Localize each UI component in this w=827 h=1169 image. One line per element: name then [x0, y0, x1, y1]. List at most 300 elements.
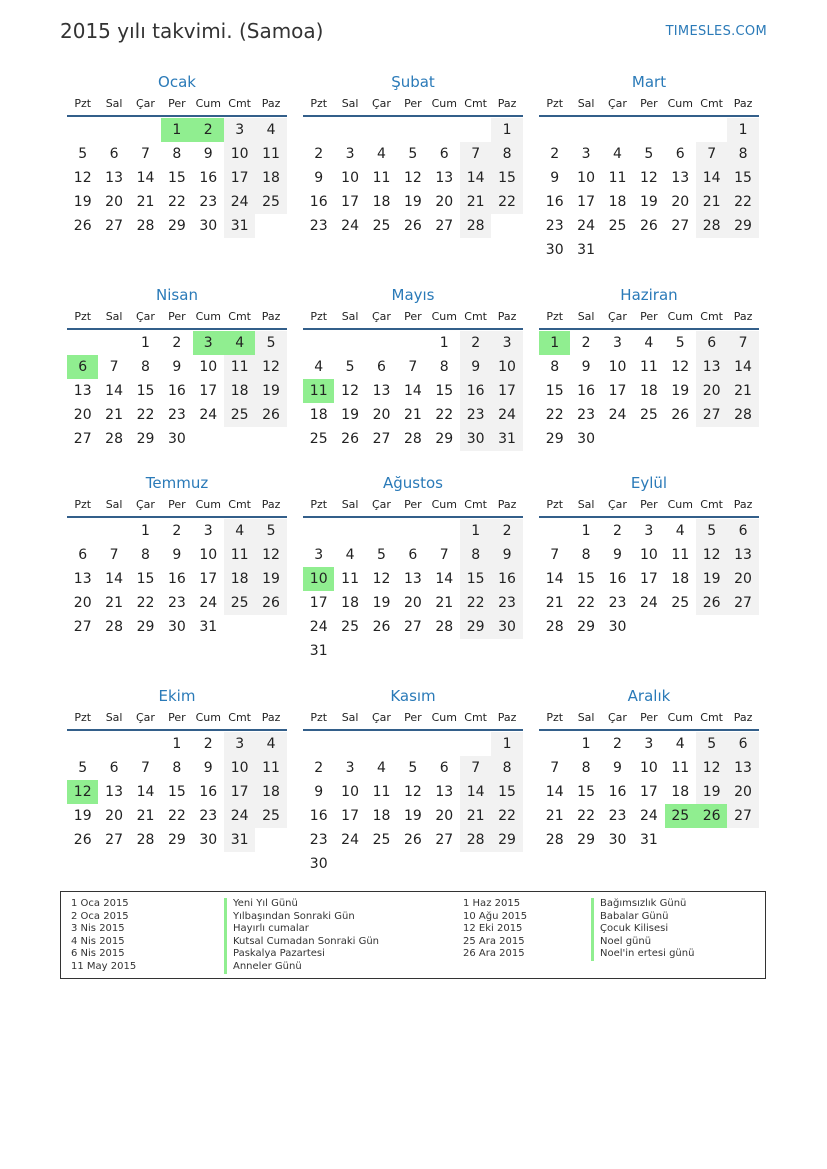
day-cell: 16 [167, 383, 186, 399]
weekday-header: Per [640, 310, 658, 323]
day-cell: 23 [545, 218, 564, 234]
weekday-header: Paz [497, 711, 517, 724]
day-cell: 30 [608, 619, 627, 635]
weekday-header: Paz [733, 97, 753, 110]
day-cell: 14 [403, 383, 422, 399]
day-cell: 4 [255, 732, 286, 756]
month-name: Temmuz [145, 474, 209, 492]
day-cell: 28 [727, 403, 758, 427]
day-cell: 21 [403, 407, 422, 423]
month-name: Eylül [630, 474, 668, 492]
day-cell: 17 [341, 808, 359, 824]
day-cell: 16 [577, 383, 595, 399]
day-cell: 13 [727, 756, 758, 780]
day-cell: 17 [309, 595, 328, 611]
holiday-day-cell: 25 [665, 804, 696, 828]
day-cell: 10 [224, 756, 255, 780]
day-cell: 22 [545, 407, 564, 423]
day-cell: 18 [608, 194, 627, 210]
weekday-header: Çar [608, 498, 627, 511]
day-cell: 2 [491, 519, 522, 543]
legend-holiday-name: Kutsal Cumadan Sonraki Gün [224, 936, 379, 949]
day-cell: 14 [460, 780, 491, 804]
day-cell: 15 [167, 784, 186, 800]
day-cell: 29 [577, 619, 595, 635]
day-cell: 31 [639, 832, 658, 848]
day-cell: 27 [73, 619, 92, 635]
day-cell: 25 [224, 403, 255, 427]
day-cell: 17 [491, 379, 522, 403]
day-cell: 6 [727, 732, 758, 756]
day-cell: 21 [136, 808, 155, 824]
day-cell: 3 [613, 335, 622, 351]
day-cell: 31 [491, 427, 522, 451]
day-grid [303, 731, 523, 876]
day-cell: 18 [309, 407, 328, 423]
empty-day-cell [303, 331, 334, 355]
day-cell: 4 [255, 118, 286, 142]
empty-day-cell [539, 732, 570, 756]
day-cell: 10 [577, 170, 595, 186]
day-cell: 31 [224, 828, 255, 852]
day-cell: 28 [696, 214, 727, 238]
day-cell: 12 [73, 170, 92, 186]
legend-dates-column-2 [463, 898, 527, 961]
day-cell: 9 [172, 359, 182, 375]
day-cell: 29 [167, 218, 186, 234]
day-cell: 16 [545, 194, 564, 210]
day-cell: 29 [435, 431, 454, 447]
day-cell: 5 [696, 519, 727, 543]
day-cell: 19 [696, 780, 727, 804]
weekday-header: Cmt [700, 711, 723, 724]
weekday-header: Sal [341, 711, 359, 724]
weekday-header: Paz [261, 498, 281, 511]
day-cell: 9 [613, 760, 622, 776]
day-grid [303, 518, 523, 663]
day-cell: 12 [341, 383, 359, 399]
weekday-header: Cum [431, 711, 457, 724]
weekday-header: Sal [341, 310, 359, 323]
day-cell: 29 [577, 832, 595, 848]
day-cell: 30 [309, 856, 328, 872]
day-cell: 23 [167, 595, 186, 611]
weekday-header: Cmt [228, 711, 251, 724]
day-cell: 2 [314, 146, 324, 162]
day-cell: 26 [403, 832, 422, 848]
day-cell: 8 [491, 756, 522, 780]
day-cell: 5 [696, 732, 727, 756]
day-cell: 20 [105, 194, 123, 210]
day-cell: 21 [136, 194, 155, 210]
weekday-header-row [67, 494, 287, 518]
day-cell: 28 [435, 619, 454, 635]
weekday-header: Cmt [700, 310, 723, 323]
day-cell: 2 [172, 523, 182, 539]
day-cell: 28 [105, 431, 123, 447]
weekday-header: Cmt [464, 498, 487, 511]
weekday-header-row [303, 306, 523, 330]
empty-day-cell [98, 519, 129, 543]
month-name: Mart [631, 73, 667, 91]
day-cell: 25 [608, 218, 627, 234]
day-cell: 19 [671, 383, 690, 399]
day-cell: 6 [439, 760, 449, 776]
day-cell: 9 [613, 547, 622, 563]
weekday-header-row [539, 707, 759, 731]
day-cell: 20 [435, 194, 454, 210]
day-cell: 17 [199, 383, 218, 399]
day-cell: 16 [199, 784, 218, 800]
day-cell: 4 [314, 359, 324, 375]
day-cell: 23 [309, 218, 328, 234]
day-cell: 4 [377, 760, 386, 776]
day-cell: 8 [460, 543, 491, 567]
month-name: Haziran [620, 286, 678, 304]
weekday-header: Cum [667, 97, 693, 110]
weekday-header: Sal [577, 498, 595, 511]
day-cell: 30 [199, 832, 218, 848]
weekday-header: Çar [136, 498, 155, 511]
day-cell: 14 [545, 784, 564, 800]
weekday-header: Per [640, 711, 658, 724]
day-cell: 24 [577, 218, 595, 234]
day-cell: 22 [491, 804, 522, 828]
weekday-header: Pzt [546, 310, 564, 323]
legend-date: 11 May 2015 [71, 960, 137, 972]
weekday-header: Çar [372, 97, 391, 110]
day-cell: 20 [727, 567, 758, 591]
day-cell: 21 [545, 808, 564, 824]
day-cell: 1 [491, 732, 522, 756]
day-cell: 1 [141, 335, 150, 351]
month-block [539, 71, 759, 262]
weekday-header: Paz [261, 310, 281, 323]
day-cell: 18 [224, 567, 255, 591]
day-cell: 9 [203, 146, 213, 162]
weekday-header: Pzt [310, 711, 328, 724]
weekday-header: Cmt [228, 310, 251, 323]
day-cell: 13 [727, 543, 758, 567]
day-cell: 17 [224, 780, 255, 804]
empty-day-cell [366, 732, 397, 756]
day-cell: 6 [727, 519, 758, 543]
weekday-header: Paz [497, 97, 517, 110]
day-cell: 5 [408, 146, 418, 162]
weekday-header: Per [404, 97, 422, 110]
day-cell: 12 [372, 571, 391, 587]
weekday-header: Pzt [74, 97, 92, 110]
day-cell: 25 [255, 190, 286, 214]
day-cell: 21 [727, 379, 758, 403]
weekday-header: Cum [431, 498, 457, 511]
weekday-header: Per [168, 711, 186, 724]
day-cell: 9 [460, 355, 491, 379]
day-cell: 21 [105, 595, 123, 611]
month-name: Ekim [158, 687, 196, 705]
day-cell: 30 [577, 431, 595, 447]
day-cell: 2 [581, 335, 591, 351]
empty-day-cell [303, 732, 334, 756]
month-block [303, 71, 523, 238]
day-cell: 12 [403, 784, 422, 800]
weekday-header: Paz [261, 97, 281, 110]
day-cell: 25 [671, 595, 690, 611]
day-cell: 21 [460, 190, 491, 214]
weekday-header: Per [168, 97, 186, 110]
day-cell: 28 [460, 828, 491, 852]
day-cell: 18 [341, 595, 359, 611]
legend-holiday-name: Çocuk Kilisesi [591, 923, 694, 936]
weekday-header: Paz [733, 498, 753, 511]
day-cell: 25 [255, 804, 286, 828]
weekday-header: Per [404, 310, 422, 323]
day-cell: 16 [460, 379, 491, 403]
day-cell: 29 [727, 214, 758, 238]
month-name: Ocak [158, 73, 196, 91]
day-cell: 16 [491, 567, 522, 591]
empty-day-cell [696, 118, 727, 142]
weekday-header: Cum [195, 97, 221, 110]
empty-day-cell [130, 118, 161, 142]
day-cell: 12 [403, 170, 422, 186]
weekday-header-row [67, 93, 287, 117]
day-cell: 8 [172, 146, 182, 162]
day-cell: 6 [109, 146, 119, 162]
legend-holiday-name: Yeni Yıl Günü [224, 898, 379, 911]
weekday-header-row [539, 306, 759, 330]
empty-day-cell [334, 118, 365, 142]
day-cell: 13 [73, 383, 92, 399]
day-cell: 1 [491, 118, 522, 142]
empty-day-cell [429, 519, 460, 543]
weekday-header: Cmt [464, 310, 487, 323]
day-cell: 28 [105, 619, 123, 635]
day-cell: 10 [199, 547, 218, 563]
day-cell: 8 [727, 142, 758, 166]
day-cell: 10 [491, 355, 522, 379]
weekday-header: Pzt [74, 711, 92, 724]
day-cell: 1 [172, 736, 182, 752]
day-cell: 3 [224, 732, 255, 756]
day-cell: 29 [491, 828, 522, 852]
day-cell: 25 [372, 832, 391, 848]
holiday-day-cell: 1 [161, 118, 192, 142]
day-cell: 10 [639, 547, 658, 563]
empty-day-cell [460, 732, 491, 756]
day-cell: 11 [341, 571, 359, 587]
day-cell: 7 [109, 547, 119, 563]
day-cell: 1 [581, 523, 591, 539]
day-cell: 23 [199, 808, 218, 824]
day-cell: 26 [341, 431, 359, 447]
weekday-header-row [303, 707, 523, 731]
day-cell: 13 [403, 571, 422, 587]
day-cell: 29 [136, 431, 155, 447]
empty-day-cell [665, 118, 696, 142]
day-cell: 23 [491, 591, 522, 615]
day-cell: 7 [696, 142, 727, 166]
day-cell: 30 [545, 242, 564, 258]
legend-holiday-name: Hayırlı cumalar [224, 923, 379, 936]
day-cell: 10 [608, 359, 627, 375]
day-cell: 10 [224, 142, 255, 166]
day-cell: 8 [141, 547, 150, 563]
day-cell: 20 [372, 407, 391, 423]
day-cell: 17 [224, 166, 255, 190]
weekday-header: Cmt [464, 97, 487, 110]
day-cell: 13 [372, 383, 391, 399]
day-cell: 22 [435, 407, 454, 423]
day-cell: 25 [341, 619, 359, 635]
day-cell: 11 [372, 784, 391, 800]
weekday-header: Per [640, 97, 658, 110]
month-name: Nisan [156, 286, 198, 304]
day-cell: 22 [727, 190, 758, 214]
day-cell: 22 [136, 595, 155, 611]
day-cell: 2 [613, 736, 622, 752]
day-cell: 16 [608, 571, 627, 587]
day-cell: 26 [255, 591, 286, 615]
day-cell: 28 [403, 431, 422, 447]
day-cell: 2 [613, 523, 622, 539]
day-cell: 27 [727, 591, 758, 615]
weekday-header: Per [404, 711, 422, 724]
empty-day-cell [98, 732, 129, 756]
day-cell: 1 [439, 335, 449, 351]
day-cell: 24 [224, 804, 255, 828]
day-cell: 4 [613, 146, 622, 162]
day-cell: 22 [491, 190, 522, 214]
day-cell: 8 [581, 760, 591, 776]
day-cell: 6 [109, 760, 119, 776]
weekday-header: Pzt [74, 310, 92, 323]
day-cell: 11 [671, 547, 690, 563]
empty-day-cell [429, 118, 460, 142]
day-cell: 26 [639, 218, 658, 234]
day-cell: 27 [372, 431, 391, 447]
day-cell: 14 [696, 166, 727, 190]
day-cell: 10 [199, 359, 218, 375]
day-cell: 22 [577, 808, 595, 824]
day-cell: 20 [727, 780, 758, 804]
holiday-day-cell: 26 [696, 804, 727, 828]
day-cell: 7 [141, 146, 150, 162]
day-cell: 31 [199, 619, 218, 635]
day-cell: 11 [671, 760, 690, 776]
day-cell: 16 [167, 571, 186, 587]
day-cell: 12 [639, 170, 658, 186]
day-cell: 17 [639, 784, 658, 800]
legend-holiday-name: Yılbaşından Sonraki Gün [224, 911, 379, 924]
day-cell: 2 [314, 760, 324, 776]
day-cell: 23 [460, 403, 491, 427]
day-cell: 7 [550, 760, 560, 776]
day-cell: 18 [255, 780, 286, 804]
day-cell: 22 [577, 595, 595, 611]
weekday-header: Sal [105, 97, 123, 110]
day-cell: 11 [255, 756, 286, 780]
day-cell: 5 [255, 331, 286, 355]
day-cell: 26 [73, 218, 92, 234]
weekday-header: Pzt [310, 310, 328, 323]
weekday-header: Paz [497, 310, 517, 323]
day-cell: 14 [105, 383, 123, 399]
day-cell: 25 [372, 218, 391, 234]
month-name: Şubat [391, 73, 435, 91]
empty-day-cell [98, 331, 129, 355]
day-cell: 17 [341, 194, 359, 210]
empty-day-cell [366, 118, 397, 142]
empty-day-cell [570, 118, 601, 142]
day-cell: 8 [141, 359, 150, 375]
month-block [67, 472, 287, 639]
day-cell: 3 [644, 736, 654, 752]
empty-day-cell [130, 732, 161, 756]
holiday-day-cell: 11 [303, 379, 334, 403]
day-cell: 31 [224, 214, 255, 238]
day-cell: 26 [73, 832, 92, 848]
legend-names-column-2 [591, 898, 694, 961]
day-cell: 26 [671, 407, 690, 423]
day-cell: 1 [460, 519, 491, 543]
day-grid [67, 518, 287, 639]
brand-link[interactable]: TIMESLES.COM [665, 24, 767, 39]
day-cell: 26 [372, 619, 391, 635]
day-cell: 15 [136, 383, 155, 399]
day-cell: 28 [136, 832, 155, 848]
day-cell: 10 [341, 170, 359, 186]
day-cell: 12 [696, 756, 727, 780]
empty-day-cell [67, 519, 98, 543]
day-cell: 8 [439, 359, 449, 375]
day-cell: 31 [309, 643, 328, 659]
day-cell: 31 [577, 242, 595, 258]
day-cell: 13 [73, 571, 92, 587]
day-cell: 5 [675, 335, 685, 351]
day-cell: 20 [671, 194, 690, 210]
empty-day-cell [67, 331, 98, 355]
day-cell: 30 [167, 619, 186, 635]
day-cell: 14 [460, 166, 491, 190]
day-cell: 11 [224, 355, 255, 379]
day-cell: 17 [199, 571, 218, 587]
day-cell: 14 [136, 784, 155, 800]
empty-day-cell [334, 732, 365, 756]
empty-day-cell [67, 732, 98, 756]
empty-day-cell [602, 118, 633, 142]
day-cell: 15 [460, 567, 491, 591]
day-cell: 3 [581, 146, 591, 162]
day-cell: 13 [435, 170, 454, 186]
day-cell: 26 [403, 218, 422, 234]
day-cell: 5 [408, 760, 418, 776]
weekday-header: Sal [577, 97, 595, 110]
day-cell: 9 [314, 170, 324, 186]
weekday-header: Cum [195, 498, 221, 511]
weekday-header: Cmt [700, 97, 723, 110]
day-cell: 3 [203, 523, 213, 539]
day-cell: 17 [577, 194, 595, 210]
day-cell: 1 [141, 523, 150, 539]
weekday-header: Sal [341, 498, 359, 511]
day-cell: 23 [608, 808, 627, 824]
empty-day-cell [397, 732, 428, 756]
weekday-header: Sal [577, 711, 595, 724]
day-cell: 20 [73, 595, 92, 611]
weekday-header: Çar [372, 711, 391, 724]
weekday-header: Çar [136, 711, 155, 724]
